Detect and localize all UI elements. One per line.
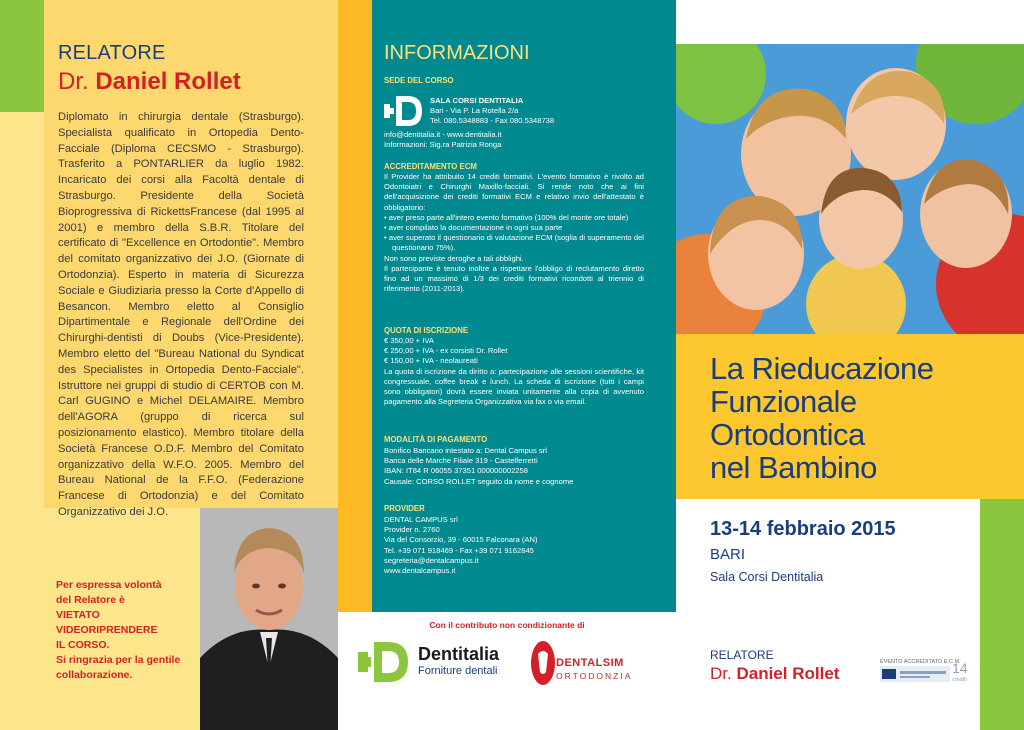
green-accent-right	[980, 499, 1024, 730]
course-date: 13-14 febbraio 2015	[710, 518, 896, 540]
payment-section	[384, 446, 644, 487]
sponsor-caption: Con il contributo non condizionante di	[429, 620, 585, 630]
info-heading: INFORMAZIONI	[384, 42, 530, 64]
provider-line: Via del Consorzio, 39 - 60015 Falconara (AN)	[384, 535, 538, 545]
sede-label: SEDE DEL CORSO	[384, 76, 454, 85]
sede-contacts	[384, 130, 644, 150]
ecm-bullet: • aver superato il questionario di valutazione ECM (soglia di superamento del questionario 75%).	[384, 233, 644, 253]
sede-contact: Informazioni: Sig.ra Patrizia Ronga	[384, 140, 502, 150]
dentitalia-logo-icon	[384, 96, 424, 126]
ecm-section	[384, 172, 644, 294]
quota-section	[384, 336, 644, 407]
speaker-photo	[200, 508, 338, 730]
payment-line: IBAN: IT84 R 06055 37351 000000002258	[384, 466, 528, 476]
course-title	[710, 352, 990, 484]
ecm-text: Il Provider ha attribuito 14 crediti formativi. L'evento formativo è rivolto ad Odontoiatri e Chirurghi Maxillo-facciali. Si rende noto che ai fini dell'acquisizione dei crediti formativi ECM e relativo invio dell'attestato è obbligatorio:	[384, 172, 644, 212]
title-line: Funzionale	[710, 384, 857, 419]
notice-line: Si ringrazia per la gentile	[56, 654, 181, 666]
ecm-bullet-text: aver preso parte all'intero evento formativo (100% del monte ore totale)	[388, 212, 629, 222]
green-accent	[0, 0, 44, 112]
payment-line: Bonifico Bancario intestato a: Dental Campus srl	[384, 446, 547, 455]
dentitalia-name: Dentitalia	[418, 644, 500, 664]
cover-relatore-label: RELATORE	[710, 648, 774, 662]
dentitalia-sponsor-icon	[358, 642, 410, 682]
quota-label: QUOTA DI ISCRIZIONE	[384, 326, 469, 335]
ecm-note: Il partecipante è tenuto inoltre a rispettare l'obbligo di reclutamento diretto fino ad un massimo di 1/3 dei crediti formativi ricondotti al triennio di riferimento (2011-2013).	[384, 263, 644, 294]
dentalsim-sub: ORTODONZIA	[556, 671, 633, 681]
relatore-name	[58, 68, 241, 96]
name-text: Daniel Rollet	[95, 68, 241, 95]
course-city: BARI	[710, 546, 746, 563]
payment-line: Banca delle Marche Filiale 319 - Castelferretti	[384, 456, 538, 466]
notice-line: VIETATO	[56, 609, 100, 621]
provider-line: DENTAL CAMPUS srl	[384, 515, 458, 524]
name-prefix: Dr.	[58, 68, 89, 95]
dentalsim-name: DENTALSIM	[556, 657, 624, 669]
notice-line: VIDEORIPRENDERE	[56, 624, 158, 636]
dentitalia-sub: Forniture dentali	[418, 665, 498, 677]
quota-line: € 250,00 + IVA - ex corsisti Dr. Rollet	[384, 346, 508, 356]
title-line: Ortodontica	[710, 417, 865, 452]
dentalsim-logo-icon	[530, 640, 556, 686]
sede-web[interactable]: info@dentitalia.it - www.dentitalia.it	[384, 130, 502, 139]
ecm-bullet-text: aver superato il questionario di valutazione ECM (soglia di superamento del questionario 75%).	[388, 233, 644, 253]
payment-line: Causale: CORSO ROLLET seguito da nome e cognome	[384, 476, 574, 486]
provider-label: PROVIDER	[384, 504, 425, 513]
notice-line: collaborazione.	[56, 669, 133, 681]
payment-label: MODALITÀ DI PAGAMENTO	[384, 435, 488, 444]
course-venue: Sala Corsi Dentitalia	[710, 570, 824, 584]
ecm-label: ACCREDITAMENTO ECM	[384, 162, 477, 171]
quota-text: La quota di iscrizione da diritto a: partecipazione alle sessioni scientifiche, kit congressuale, coffee break e lunch. La scheda di iscrizione (tutti i campi sono obbligatori) dovrà essere inviata unitamente alla copia di avvenuto pagamento alla Segreteria Organizzativa via fax o via email.	[384, 366, 644, 407]
title-line: nel Bambino	[710, 450, 877, 485]
notice-line: del Relatore è	[56, 594, 125, 606]
ecm-bullet: • aver preso parte all'intero evento formativo (100% del monte ore totale)	[384, 212, 629, 222]
ecm-badge-label: EVENTO ACCREDITATO E.C.M.	[880, 659, 961, 665]
sede-name: SALA CORSI DENTITALIA	[430, 96, 524, 105]
provider-web[interactable]: www.dentalcampus.it	[384, 566, 456, 576]
recording-notice	[56, 578, 196, 683]
title-line: La Rieducazione	[710, 351, 934, 386]
provider-line: Provider n. 2760	[384, 525, 440, 535]
ecm-badge-icon	[880, 666, 950, 682]
name-text: Daniel Rollet	[736, 664, 840, 683]
orange-strip	[338, 0, 372, 612]
provider-email[interactable]: segreteria@dentalcampus.it	[384, 555, 479, 565]
quota-line: € 350,00 + IVA	[384, 336, 434, 345]
notice-line: Per espressa volontà	[56, 579, 162, 591]
ecm-credits-label: crediti	[952, 677, 967, 683]
sede-phone: Tel. 080.5348883 - Fax 080.5348738	[430, 116, 555, 126]
provider-line: Tel. +39 071 918469 - Fax +39 071 9162845	[384, 545, 534, 555]
provider-section	[384, 515, 644, 576]
relatore-heading: RELATORE	[58, 42, 166, 64]
children-photo	[676, 44, 1024, 334]
ecm-credits-number: 14	[952, 660, 968, 676]
cover-relatore-name	[710, 664, 839, 684]
relatore-bio: Diplomato in chirurgia dentale (Strasburgo). Specialista qualificato in Ortopedia Dento-Facciale (Diploma CECSMO - Strasburgo). Trasferito a PONTARLIER da luglio 1982. Incaricato dei corsi alla Facoltà dentale di Strasburgo. Presidente della Società Bioprogressiva di RickettsFrancese (dal 1995 al 2001) e membro della S.B.R. Titolare del certificato di "Excellence en Ortodontie". Membro del comitato organizzativo dei J.O. (Giornate di Ortodonzia). Esperto in materia di Sicurezza Sociale e Giudiziaria presso la Corte d'Appello di Besancon. Membro eletto al Consiglio Dipartimentale e Regionale dell'Ordine dei Chirurghi-dentisti di Doubs (Vice-Presidente). Membro eletto del "Bureau National du Syndicat des Specialistes in Ortopedia Dento-Facciale". Istruttore nei gruppi di studio di CERTOB con M. Carl GUGINO e Michel DELAMAIRE. Membro dell'AGORA (gruppo di ricerca sul posizionamento elastico). Membro titolare della Società Francese O.D.F. Membro del Comitato organizzativo della W.F.O. 2005. Membro del Bureau National de la F.F.O. (Federazione Francese di Ortodonzia) e del Comitato Organizzativo dei J.O.	[58, 111, 304, 518]
notice-line: IL CORSO.	[56, 639, 110, 651]
quota-line: € 150,00 + IVA - neolaureati	[384, 356, 478, 366]
ecm-bullet-text: aver compilato la documentazione in ogni sua parte	[388, 223, 563, 233]
sede-details	[430, 96, 650, 127]
ecm-bullet: • aver compilato la documentazione in ogni sua parte	[384, 223, 563, 233]
ecm-note: Non sono previste deroghe a tali obblighi.	[384, 253, 524, 263]
sede-address: Bari - Via P. La Rotella 2/a	[430, 106, 519, 116]
name-prefix: Dr.	[710, 664, 732, 683]
